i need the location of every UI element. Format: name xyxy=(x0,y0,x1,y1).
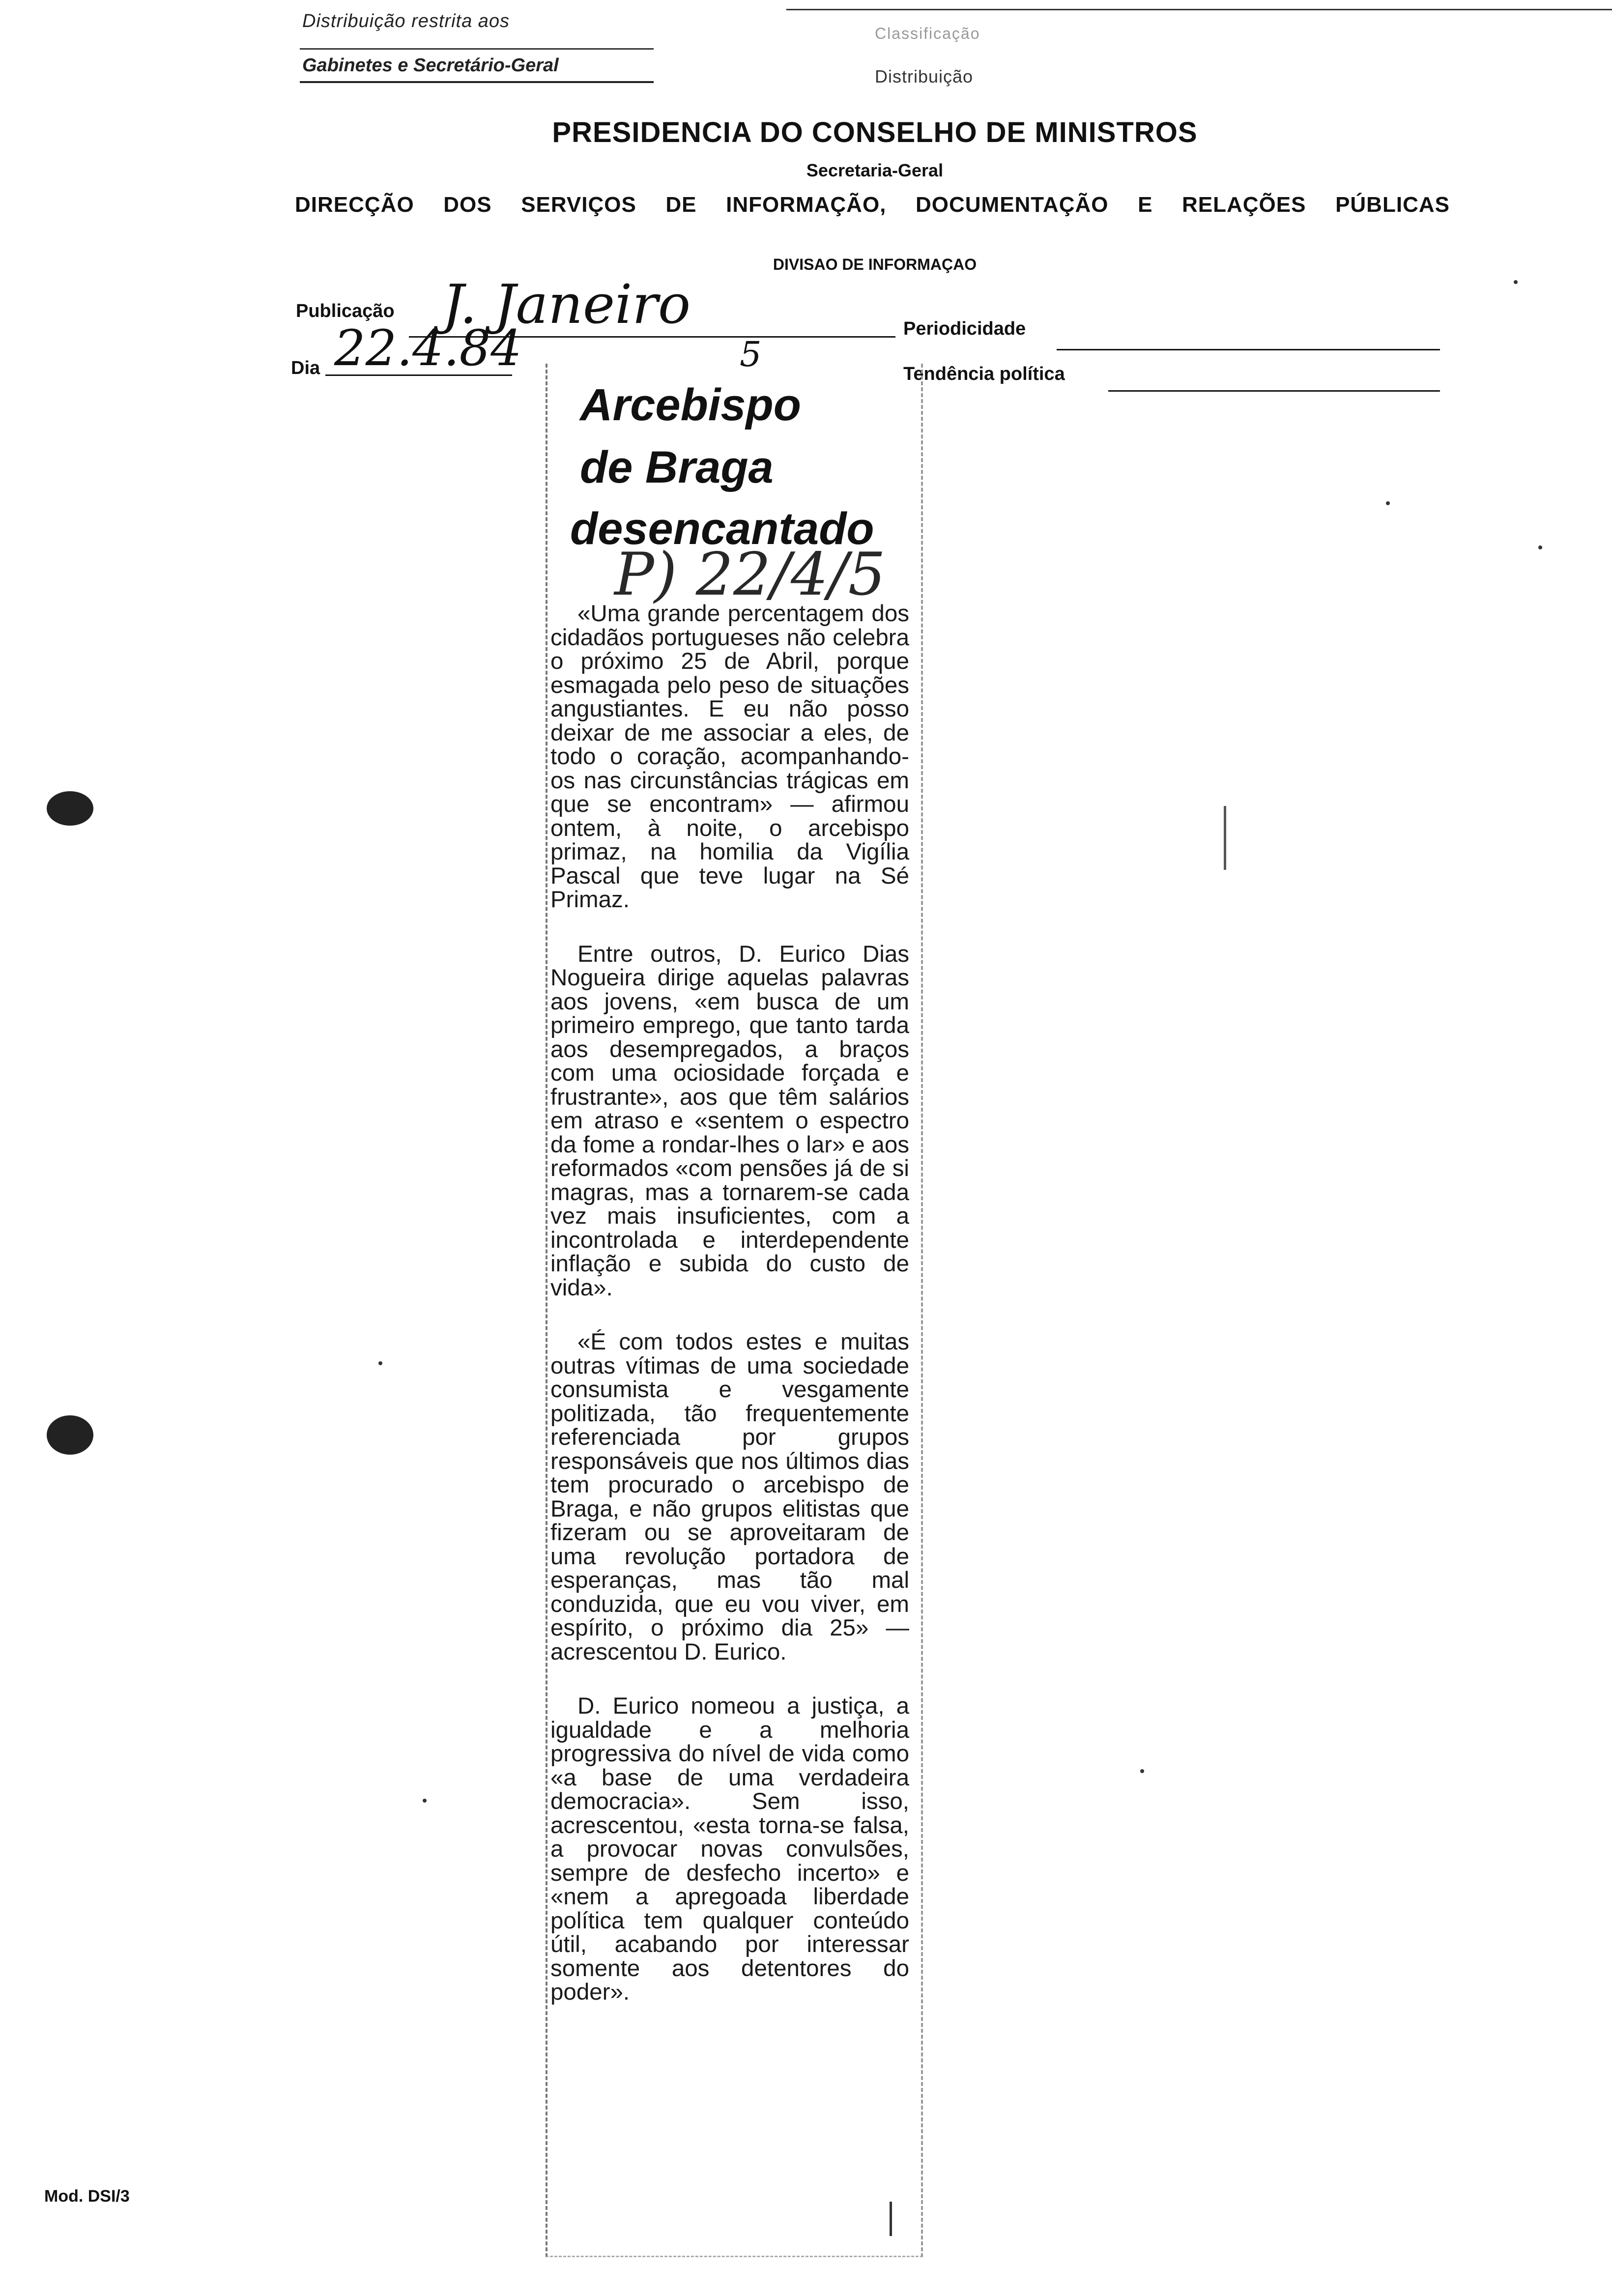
page-mark: 5 xyxy=(740,334,762,374)
periodicity-label: Periodicidade xyxy=(903,318,1026,339)
top-rule xyxy=(786,9,1612,10)
distribution-note-line2: Gabinetes e Secretário-Geral xyxy=(302,55,559,76)
directorate-word: E xyxy=(1138,193,1153,217)
scan-mark xyxy=(890,2202,892,2236)
scan-speck xyxy=(423,1799,427,1803)
punch-hole-smudge xyxy=(47,791,93,826)
article-paragraph: Entre outros, D. Eurico Dias Nogueira dirige aquelas palavras aos jovens, «em busca de um primeiro emprego, que tanto tarda aos desempregados, a braços com uma ociosidade forçada e frustrante», aos que têm salários em atraso e «sentem o espectro da fome a rondar-lhes o lar» e aos reformados «com pensões já de si magras, mas a tornarem-se cada vez mais insuficientes, com a incontrolada e interdependente inflação e subida do custo de vida». xyxy=(550,941,909,1301)
directorate-word: DOCUMENTAÇÃO xyxy=(915,193,1109,217)
article-paragraph: D. Eurico nomeou a justiça, a igualdade e a melhoria progressiva do nível de vida como «a base de uma verdadeira democracia». Sem isso, acrescentou, «esta torna-se falsa, a provocar novas convulsões, sempre de desfecho incerto» e «nem a apregoada liberdade política tem qualquer conteúdo útil, acabando por interessar somente aos detentores do poder». xyxy=(550,1693,909,2005)
headline-line1: Arcebispo xyxy=(580,380,801,430)
directorate-word: DOS xyxy=(443,193,492,217)
handwritten-annotation: P) 22/4/5 xyxy=(614,541,886,609)
distribution-rule xyxy=(300,48,654,50)
directorate-word: DIRECÇÃO xyxy=(295,193,414,217)
distribution-label: Distribuição xyxy=(875,66,974,86)
distribution-rule-bold xyxy=(300,81,654,83)
scan-speck xyxy=(1386,501,1390,505)
directorate-word: DE xyxy=(665,193,697,217)
directorate-word: SERVIÇOS xyxy=(521,193,636,217)
directorate-heading xyxy=(295,193,1450,217)
form-model-code: Mod. DSI/3 xyxy=(44,2187,130,2206)
day-line xyxy=(325,374,512,376)
directorate-word: INFORMAÇÃO, xyxy=(726,193,887,217)
scan-mark xyxy=(1224,806,1226,870)
tendency-line xyxy=(1108,390,1440,392)
publication-label: Publicação xyxy=(296,301,395,321)
page-subtitle: Secretaria-Geral xyxy=(806,160,944,180)
article-paragraph: «Uma grande percentagem dos cidadãos portugueses não celebra o próximo 25 de Abril, porque esmagada pelo peso de situações angustiantes. E eu não posso deixar de me associar a eles, de todo o coração, acompanhando-os nas circunstâncias trágicas em que se encontram» — afirmou ontem, à noite, o arcebispo primaz, na homilia da Vigília Pascal que teve lugar na Sé Primaz. xyxy=(550,601,909,913)
page-title: PRESIDENCIA DO CONSELHO DE MINISTROS xyxy=(552,116,1198,148)
scan-speck xyxy=(1514,280,1518,284)
headline-line2: de Braga xyxy=(580,442,774,492)
day-label: Dia xyxy=(291,358,320,378)
distribution-note-line1: Distribuição restrita aos xyxy=(302,11,510,31)
directorate-word: RELAÇÕES xyxy=(1182,193,1306,217)
periodicity-line xyxy=(1057,349,1440,350)
article-paragraph: «É com todos estes e muitas outras vítimas de uma sociedade consumista e vesgamente politizada, tão frequentemente referenciada por grupos responsáveis que nos últimos dias tem procurado o arcebispo de Braga, e não grupos elitistas que fizeram ou se aproveitaram de uma revolução portadora de esperanças, mas tão mal conduzida, que eu vou viver, em espírito, o próximo dia 25» — acrescentou D. Eurico. xyxy=(550,1329,909,1665)
article-body xyxy=(550,602,909,2035)
directorate-word: PÚBLICAS xyxy=(1335,193,1450,217)
publication-value: J. Janeiro xyxy=(442,273,691,336)
headline-line3: desencantado xyxy=(570,504,874,554)
scan-speck xyxy=(1140,1769,1144,1773)
scan-speck xyxy=(1538,545,1542,549)
classification-label: Classificação xyxy=(875,25,980,42)
division-heading: DIVISAO DE INFORMAÇAO xyxy=(773,256,977,273)
day-value: 22.4.84 xyxy=(334,319,522,377)
punch-hole-smudge xyxy=(47,1415,93,1455)
tendency-label: Tendência política xyxy=(903,364,1065,384)
scan-speck xyxy=(378,1361,382,1365)
